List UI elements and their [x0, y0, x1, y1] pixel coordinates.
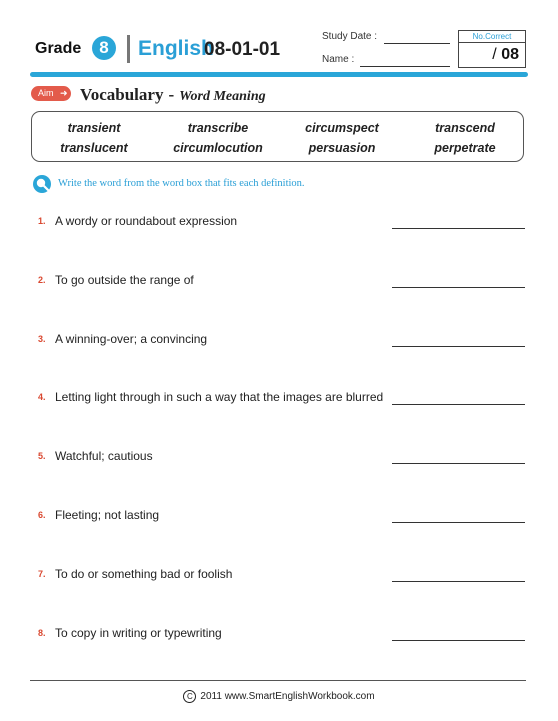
word-item: perpetrate: [434, 141, 496, 155]
question-row: [30, 567, 528, 587]
answer-line[interactable]: [392, 404, 525, 405]
answer-line[interactable]: [392, 463, 525, 464]
question-number: 5.: [38, 451, 46, 461]
question-number: 4.: [38, 392, 46, 402]
question-text: To copy in writing or typewriting: [55, 626, 222, 640]
question-number: 3.: [38, 334, 46, 344]
grade-number-badge: 8: [92, 36, 116, 60]
word-item: transcend: [435, 121, 495, 135]
question-row: [30, 273, 528, 293]
word-item: translucent: [60, 141, 128, 155]
header-divider: [127, 35, 130, 63]
answer-line[interactable]: [392, 346, 525, 347]
footer-divider: [30, 680, 526, 681]
word-item: persuasion: [308, 141, 376, 155]
study-date-field[interactable]: [384, 43, 450, 44]
score-total: 08: [501, 46, 519, 63]
word-item: circumlocution: [173, 141, 263, 155]
magnifier-icon: [32, 174, 52, 194]
question-text: To go outside the range of: [55, 273, 194, 287]
worksheet-code: 08-01-01: [204, 39, 281, 60]
section-title-main: Vocabulary: [80, 85, 164, 104]
header-accent-bar: [30, 72, 528, 77]
question-text: A winning-over; a convincing: [55, 332, 208, 346]
section-title: [80, 85, 266, 105]
subject-title: English: [138, 37, 214, 60]
name-label: Name :: [322, 54, 355, 65]
question-row: [30, 626, 528, 646]
aim-label: Aim: [38, 88, 54, 98]
question-text: A wordy or roundabout expression: [55, 214, 238, 228]
answer-line[interactable]: [392, 287, 525, 288]
score-slash: /: [492, 46, 497, 63]
question-row: [30, 214, 528, 234]
question-text: To do or something bad or foolish: [55, 567, 233, 581]
question-row: [30, 332, 528, 352]
no-correct-label: No.Correct: [459, 31, 525, 43]
aim-badge: [31, 86, 71, 101]
section-subtitle: Word Meaning: [179, 89, 266, 104]
question-number: 6.: [38, 510, 46, 520]
worksheet-header: [30, 28, 530, 76]
answer-line[interactable]: [392, 581, 525, 582]
answer-line[interactable]: [392, 640, 525, 641]
footer: [0, 690, 558, 703]
instruction-text: Write the word from the word box that fits each definition.: [58, 178, 305, 189]
word-item: transient: [67, 121, 121, 135]
question-number: 8.: [38, 628, 46, 638]
copyright-icon: C: [183, 690, 196, 703]
answer-line[interactable]: [392, 522, 525, 523]
section-title-dash: -: [168, 85, 175, 104]
footer-text: 2011 www.SmartEnglishWorkbook.com: [200, 691, 375, 703]
question-text: Fleeting; not lasting: [55, 508, 160, 522]
question-text: Watchful; cautious: [55, 449, 153, 463]
arrow-right-icon: ➜: [60, 88, 68, 98]
question-row: [30, 508, 528, 528]
question-number: 1.: [38, 216, 46, 226]
question-number: 2.: [38, 275, 46, 285]
instruction: [32, 174, 532, 194]
word-box: [31, 111, 524, 162]
question-row: [30, 390, 528, 410]
grade-label: Grade: [35, 40, 82, 57]
word-item: circumspect: [305, 121, 379, 135]
score-value[interactable]: [459, 43, 525, 67]
word-item: transcribe: [187, 121, 249, 135]
question-row: [30, 449, 528, 469]
score-box: [458, 30, 526, 68]
name-field[interactable]: [360, 66, 450, 67]
study-date-label: Study Date :: [322, 31, 378, 42]
answer-line[interactable]: [392, 228, 525, 229]
question-text: Letting light through in such a way that the images are blurred: [55, 390, 384, 404]
question-number: 7.: [38, 569, 46, 579]
